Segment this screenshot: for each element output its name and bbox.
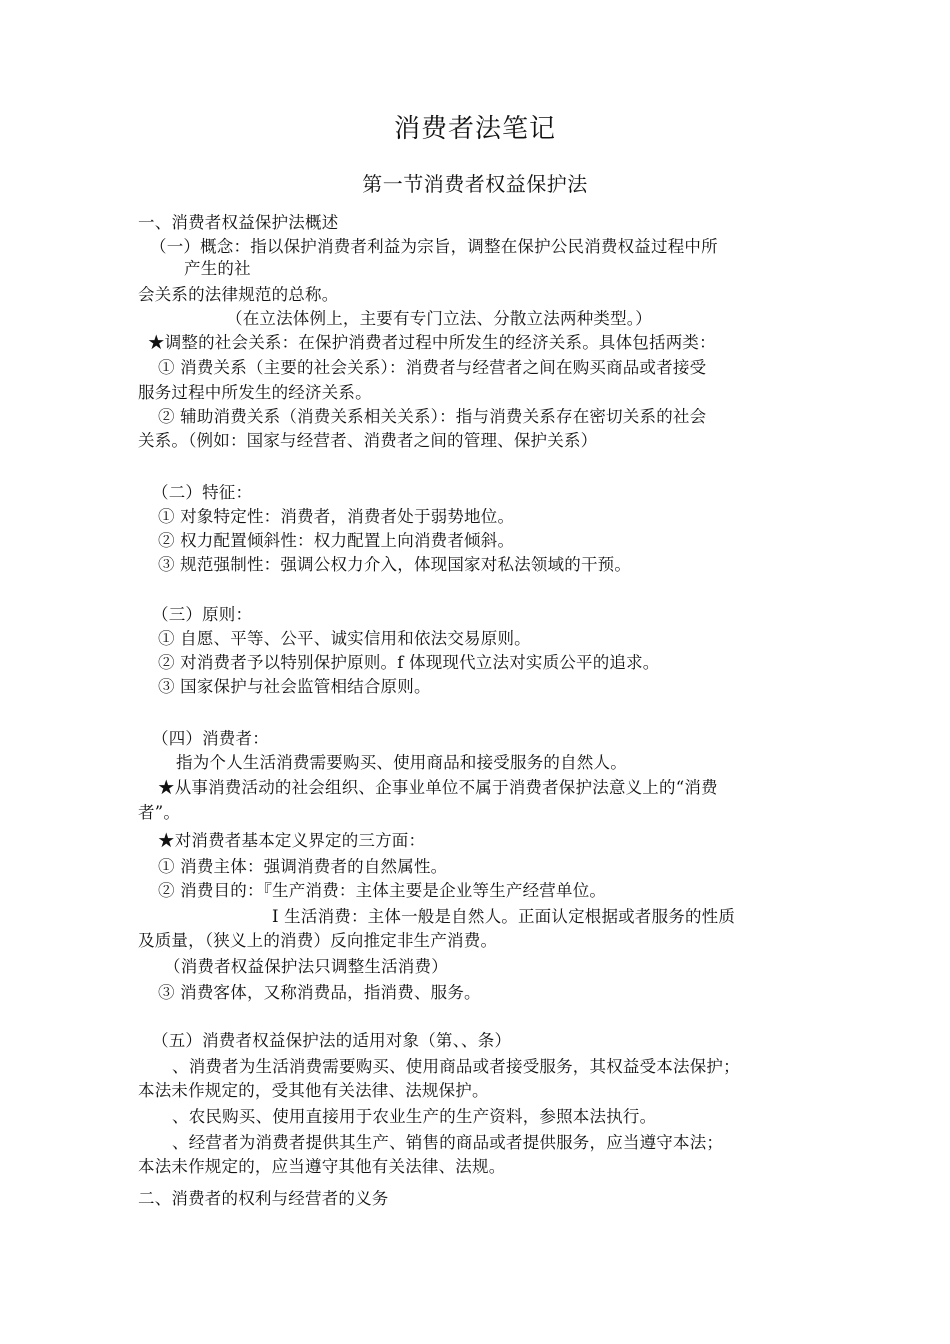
text-line: 指为个人生活消费需要购买、使用商品和接受服务的自然人。: [176, 753, 627, 772]
text-line: 及质量，（狭义上的消费）反向推定非生产消费。: [138, 931, 498, 950]
text-line: ★对消费者基本定义界定的三方面：: [158, 831, 426, 850]
text-line: ② 权力配置倾斜性：权力配置上向消费者倾斜。: [158, 531, 515, 550]
text-line: ② 对消费者予以特别保护原则。f 体现现代立法对实质公平的追求。: [158, 653, 660, 672]
text-line: 本法未作规定的，应当遵守其他有关法律、法规。: [138, 1157, 506, 1176]
heading-principles: （三）原则：: [152, 605, 253, 624]
heading-rights: 二、消费者的权利与经营者的义务: [138, 1189, 389, 1208]
text-line: 产生的社: [184, 259, 251, 278]
text-line: ② 消费目的：『生产消费：主体主要是企业等生产经营单位。: [158, 881, 607, 900]
text-line: （消费者权益保护法只调整生活消费）: [164, 957, 448, 976]
text-line: ③ 规范强制性：强调公权力介入，体现国家对私法领域的干预。: [158, 555, 632, 574]
text-line: ① 消费主体：强调消费者的自然属性。: [158, 857, 448, 876]
text-line: ① 消费关系（主要的社会关系）：消费者与经营者之间在购买商品或者接受: [158, 358, 707, 377]
text-line: （一）概念：指以保护消费者利益为宗旨，调整在保护公民消费权益过程中所: [150, 237, 718, 256]
text-line: 、消费者为生活消费需要购买、使用商品或者接受服务，其权益受本法保护；: [172, 1057, 740, 1076]
text-line: ★从事消费活动的社会组织、企事业单位不属于消费者保护法意义上的“消费: [158, 778, 718, 797]
heading-overview: 一、消费者权益保护法概述: [138, 213, 339, 232]
text-line: 者”。: [138, 803, 181, 822]
text-line: ② 辅助消费关系（消费关系相关关系）：指与消费关系存在密切关系的社会: [158, 407, 707, 426]
text-line: 会关系的法律规范的总称。: [138, 285, 339, 304]
text-line: （在立法体例上，主要有专门立法、分散立法两种类型。）: [226, 309, 652, 328]
text-line: ★调整的社会关系：在保护消费者过程中所发生的经济关系。具体包括两类：: [148, 333, 716, 352]
text-line: ① 自愿、平等、公平、诚实信用和依法交易原则。: [158, 629, 531, 648]
text-line: 关系。（例如：国家与经营者、消费者之间的管理、保护关系）: [138, 431, 598, 450]
text-line: I 生活消费：主体一般是自然人。正面认定根据或者服务的性质: [272, 907, 736, 926]
text-line: 、经营者为消费者提供其生产、销售的商品或者提供服务，应当遵守本法；: [172, 1133, 724, 1152]
heading-features: （二）特征：: [152, 483, 253, 502]
document-title: 消费者法笔记: [393, 114, 556, 144]
text-line: 、农民购买、使用直接用于农业生产的生产资料，参照本法执行。: [172, 1107, 657, 1126]
text-line: ③ 消费客体，又称消费品，指消费、服务。: [158, 983, 481, 1002]
text-line: ③ 国家保护与社会监管相结合原则。: [158, 677, 431, 696]
text-line: 服务过程中所发生的经济关系。: [138, 383, 372, 402]
text-line: ① 对象特定性：消费者，消费者处于弱势地位。: [158, 507, 515, 526]
heading-consumer: （四）消费者：: [152, 729, 269, 748]
heading-scope: （五）消费者权益保护法的适用对象（第、、条）: [152, 1031, 512, 1050]
section-title: 第一节消费者权益保护法: [362, 172, 588, 196]
text-line: 本法未作规定的，受其他有关法律、法规保护。: [138, 1081, 489, 1100]
